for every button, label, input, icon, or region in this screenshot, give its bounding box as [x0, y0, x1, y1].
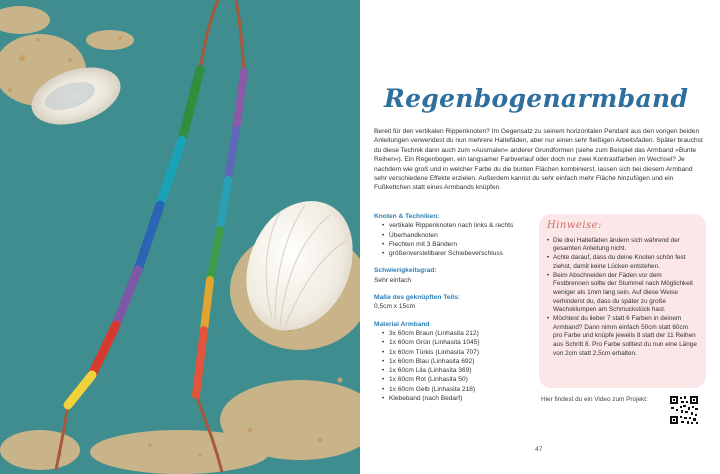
tips-list [547, 237, 697, 359]
list-item: • 3x 60cm Braun (Linhasita 212) [382, 329, 544, 338]
difficulty-value: Sehr einfach [374, 276, 412, 284]
list-item: • 1x 60cm Grün (Linhasita 1045) [382, 338, 544, 347]
text-page [360, 0, 720, 474]
list-item: • vertikale Rippenknoten nach links & rechts [382, 221, 544, 230]
video-hint: Hier findest du ein Video zum Projekt: [541, 396, 648, 403]
materials-list [374, 329, 544, 403]
tips-box [539, 214, 706, 388]
list-item: • größenverstellbarer Schiebeverschluss [382, 249, 544, 258]
size-heading: Maße des geknüpften Teils: [374, 294, 460, 302]
size-value: 0,5cm x 15cm [374, 303, 416, 311]
page-number: 47 [535, 446, 543, 453]
page-title: Regenbogenarmband [384, 84, 689, 113]
qr-code-icon[interactable] [669, 395, 699, 425]
difficulty-heading: Schwierigkeitsgrad: [374, 267, 437, 275]
list-item: • Überhandknoten [382, 231, 544, 240]
list-item: • 1x 60cm Türkis (Linhasita 707) [382, 348, 544, 357]
knots-list [374, 221, 544, 258]
project-specs [374, 212, 544, 403]
list-item: • Flechten mit 3 Bändern [382, 240, 544, 249]
list-item: • Die drei Haltefäden ändern sich während der gesamten Anleitung nicht. [547, 237, 697, 254]
knots-heading: Knoten & Techniken: [374, 213, 440, 220]
list-item: • 1x 60cm Gelb (Linhasita 218) [382, 385, 544, 394]
list-item: • Beim Abschneiden der Fäden vor dem Festbrennen sollte der Stummel nach Möglichkeit weniger als 1mm lang sein. Auf diese Weise verhinderst du, dass du später zu große Wachsklumpen am Schmuckstück hast. [547, 272, 697, 316]
material-heading: Material Armband [374, 320, 430, 328]
list-item: • Achte darauf, dass du deine Knoten schön fest ziehst, damit keine Lücken entstehen. [547, 254, 697, 271]
intro-paragraph: Bereit für den vertikalen Rippenknoten? Im Gegensatz zu seinem horizontalen Pendant aus den vorigen beiden Anleitungen verwendest du nun mehrere Haltefäden, aber nur einen sehr fleißigen Arbeitsfaden. Später brauchst du diese Technik dann auch zum »Ausmalen« anderer Grundformen (siehe zum Beispiel das Armband »Bunte Reihen«). Ein Regenbogen, ein langsamer Farbverlauf oder doch nur zwei Kontrastfarben im Wechsel? Je nachdem wie groß und in welcher Farbe du die bunten Flächen kombinierst, lassen sich bei diesem Armband sehr verschiedene Effekte erzielen. Außerdem kannst du sehr einfach mehr Fläche hinzufügen und ein Fußkettchen statt eines Armbands knüpfen. [374, 128, 703, 192]
list-item: • 1x 60cm Blau (Linhasita 692) [382, 357, 544, 366]
list-item: • Klebeband (nach Bedarf) [382, 394, 544, 403]
list-item: • 1x 60cm Lila (Linhasita 369) [382, 366, 544, 375]
list-item: • 1x 60cm Rot (Linhasita 50) [382, 375, 544, 384]
list-item: • Möchtest du lieber 7 statt 6 Farben in deinem Armband? Dann nimm einfach 50cm statt 60cm pro Farbe und knüpfe jeweils 8 statt der 11 Reihen aus Schritt 8. Pro Farbe solltest du nun eine Länge von 2cm statt 2,5cm erhalten. [547, 315, 697, 359]
tips-title: Hinweise: [547, 220, 602, 231]
